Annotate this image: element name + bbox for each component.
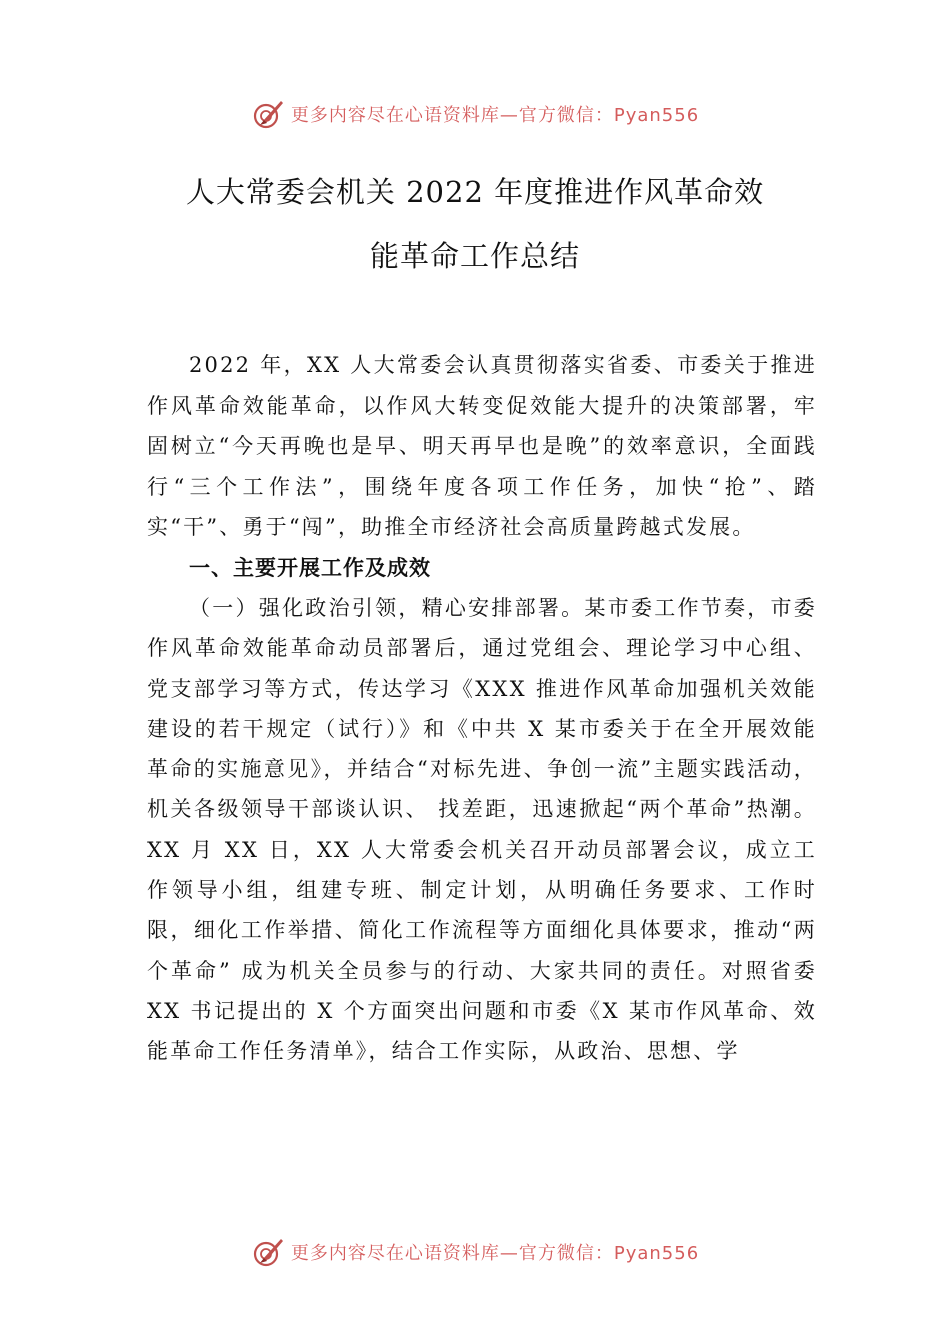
document-title <box>0 160 950 288</box>
title-line-2: 能革命工作总结 <box>369 239 580 273</box>
pen-quill-logo-icon <box>251 1235 285 1269</box>
watermark-text: 更多内容尽在心语资料库—官方微信：Pyan556 <box>290 1243 700 1264</box>
paragraph-intro: 2022 年，XX 人大常委会认真贯彻落实省委、市委关于推进作风革命效能革命，以作风大转变促效能大提升的决策部署，牢固树立“今天再晚也是早、明天再早也是晚”的效率意识，全面践行“三个工作法”，围绕年度各项工作任务，加快“抢”、踏实“干”、勇于“闯”，助推全市经济社会高质量跨越式发展。 <box>147 353 817 539</box>
title-line-1: 人大常委会机关 2022 年度推进作风革命效 <box>185 175 765 209</box>
section-heading: 一、主要开展工作及成效 <box>189 555 431 580</box>
pen-quill-logo-icon <box>251 97 285 131</box>
paragraph-section-1: （一）强化政治引领，精心安排部署。某市委工作节奏，市委作风革命效能革命动员部署后，通过党组会、理论学习中心组、党支部学习等方式，传达学习《XXX 推进作风革命加强机关效能建设的若干规定（试行）》和《中共 X 某市委关于在全开展效能革命的实施意见》，并结合“对标先进、争创一流”主题实践活动，机关各级领导干部谈认识、 找差距，迅速掀起“两个革命”热潮。XX 月 XX 日，XX 人大常委会机关召开动员部署会议，成立工作领导小组，组建专班、制定计划，从明确任务要求、工作时限，细化工作举措、简化工作流程等方面细化具体要求，推动“两个革命” 成为机关全员参与的行动、大家共同的责任。对照省委 XX 书记提出的 X 个方面突出问题和市委《X 某市作风革命、效能革命工作任务清单》，结合工作实际，从政治、思想、学 <box>147 596 817 1064</box>
document-body <box>147 345 817 1072</box>
header-watermark <box>0 96 950 132</box>
footer-watermark <box>0 1234 950 1270</box>
watermark-text: 更多内容尽在心语资料库—官方微信：Pyan556 <box>290 105 700 126</box>
